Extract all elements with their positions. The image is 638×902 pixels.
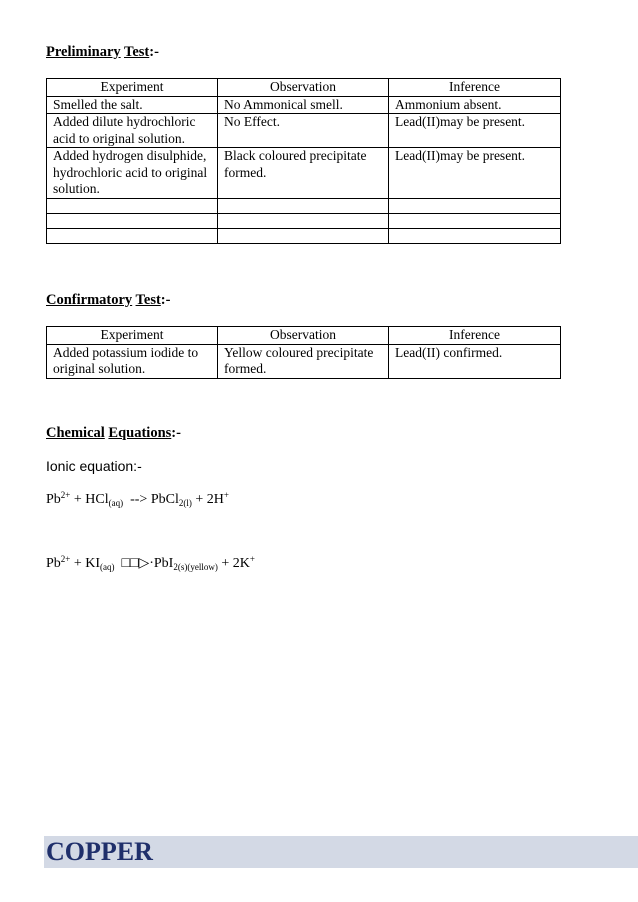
eq-text: + KI (70, 556, 101, 571)
empty-row (47, 228, 561, 243)
heading-word: Chemical (46, 425, 105, 441)
eq-text: Pb (46, 492, 61, 507)
empty-cell (218, 228, 389, 243)
eq-charge: 2+ (60, 554, 71, 564)
header-experiment: Experiment (47, 79, 218, 97)
equation-lead-ki (46, 554, 255, 572)
eq-state: (aq) (100, 562, 115, 572)
empty-cell (47, 228, 218, 243)
eq-text: + HCl (70, 492, 109, 507)
preliminary-test-heading (46, 44, 159, 61)
eq-state: (aq) (108, 498, 124, 508)
table-header-row (47, 327, 561, 345)
confirmatory-test-heading (46, 292, 170, 309)
cell-experiment: Added dilute hydrochloric acid to original solution. (47, 114, 218, 148)
header-observation: Observation (218, 79, 389, 97)
empty-row (47, 198, 561, 213)
table-row (47, 96, 561, 114)
eq-charge: 2+ (60, 490, 71, 500)
empty-cell (389, 228, 561, 243)
empty-row (47, 213, 561, 228)
eq-text: Pb (46, 556, 61, 571)
cell-inference: Lead(II) confirmed. (389, 344, 561, 378)
heading-suffix: :- (171, 425, 181, 441)
equation-lead-hcl (46, 490, 229, 508)
cell-experiment: Added hydrogen disulphide, hydrochloric acid to original solution. (47, 148, 218, 199)
cell-experiment: Smelled the salt. (47, 96, 218, 114)
eq-charge: + (223, 490, 229, 500)
empty-cell (389, 213, 561, 228)
cell-observation: No Ammonical smell. (218, 96, 389, 114)
section-banner (44, 836, 638, 868)
heading-suffix: :- (149, 44, 159, 60)
heading-suffix: :- (160, 292, 171, 308)
heading-word: Test (135, 292, 161, 308)
empty-cell (47, 198, 218, 213)
eq-text: + 2H (191, 492, 224, 507)
cell-observation: Yellow coloured precipitate formed. (218, 344, 389, 378)
empty-cell (218, 198, 389, 213)
confirmatory-test-table (46, 326, 561, 379)
cell-experiment: Added potassium iodide to original solution. (47, 344, 218, 378)
section-title: COPPER (46, 837, 153, 866)
eq-text: □□▷·PbI (114, 556, 174, 571)
header-inference: Inference (389, 79, 561, 97)
cell-inference: Lead(II)may be present. (389, 148, 561, 199)
cell-observation: Black coloured precipitate formed. (218, 148, 389, 199)
heading-word: Preliminary (46, 44, 121, 60)
empty-cell (218, 213, 389, 228)
heading-word: Confirmatory (46, 292, 133, 308)
ionic-equation-label: Ionic equation:- (46, 458, 142, 474)
header-inference: Inference (389, 327, 561, 345)
header-observation: Observation (218, 327, 389, 345)
chemical-equations-heading (46, 425, 181, 442)
cell-inference: Lead(II)may be present. (389, 114, 561, 148)
eq-text: --> PbCl (123, 492, 179, 507)
table-row (47, 148, 561, 199)
empty-cell (389, 198, 561, 213)
empty-cell (47, 213, 218, 228)
table-header-row (47, 79, 561, 97)
header-experiment: Experiment (47, 327, 218, 345)
eq-state: 2(l) (178, 498, 192, 508)
preliminary-test-table (46, 78, 561, 244)
heading-word: Test (124, 44, 150, 60)
heading-word: Equations (108, 425, 172, 441)
eq-charge: + (249, 554, 255, 564)
table-row (47, 114, 561, 148)
eq-text: + 2K (217, 556, 250, 571)
cell-observation: No Effect. (218, 114, 389, 148)
table-row (47, 344, 561, 378)
eq-state: 2(s)(yellow) (173, 562, 218, 572)
cell-inference: Ammonium absent. (389, 96, 561, 114)
